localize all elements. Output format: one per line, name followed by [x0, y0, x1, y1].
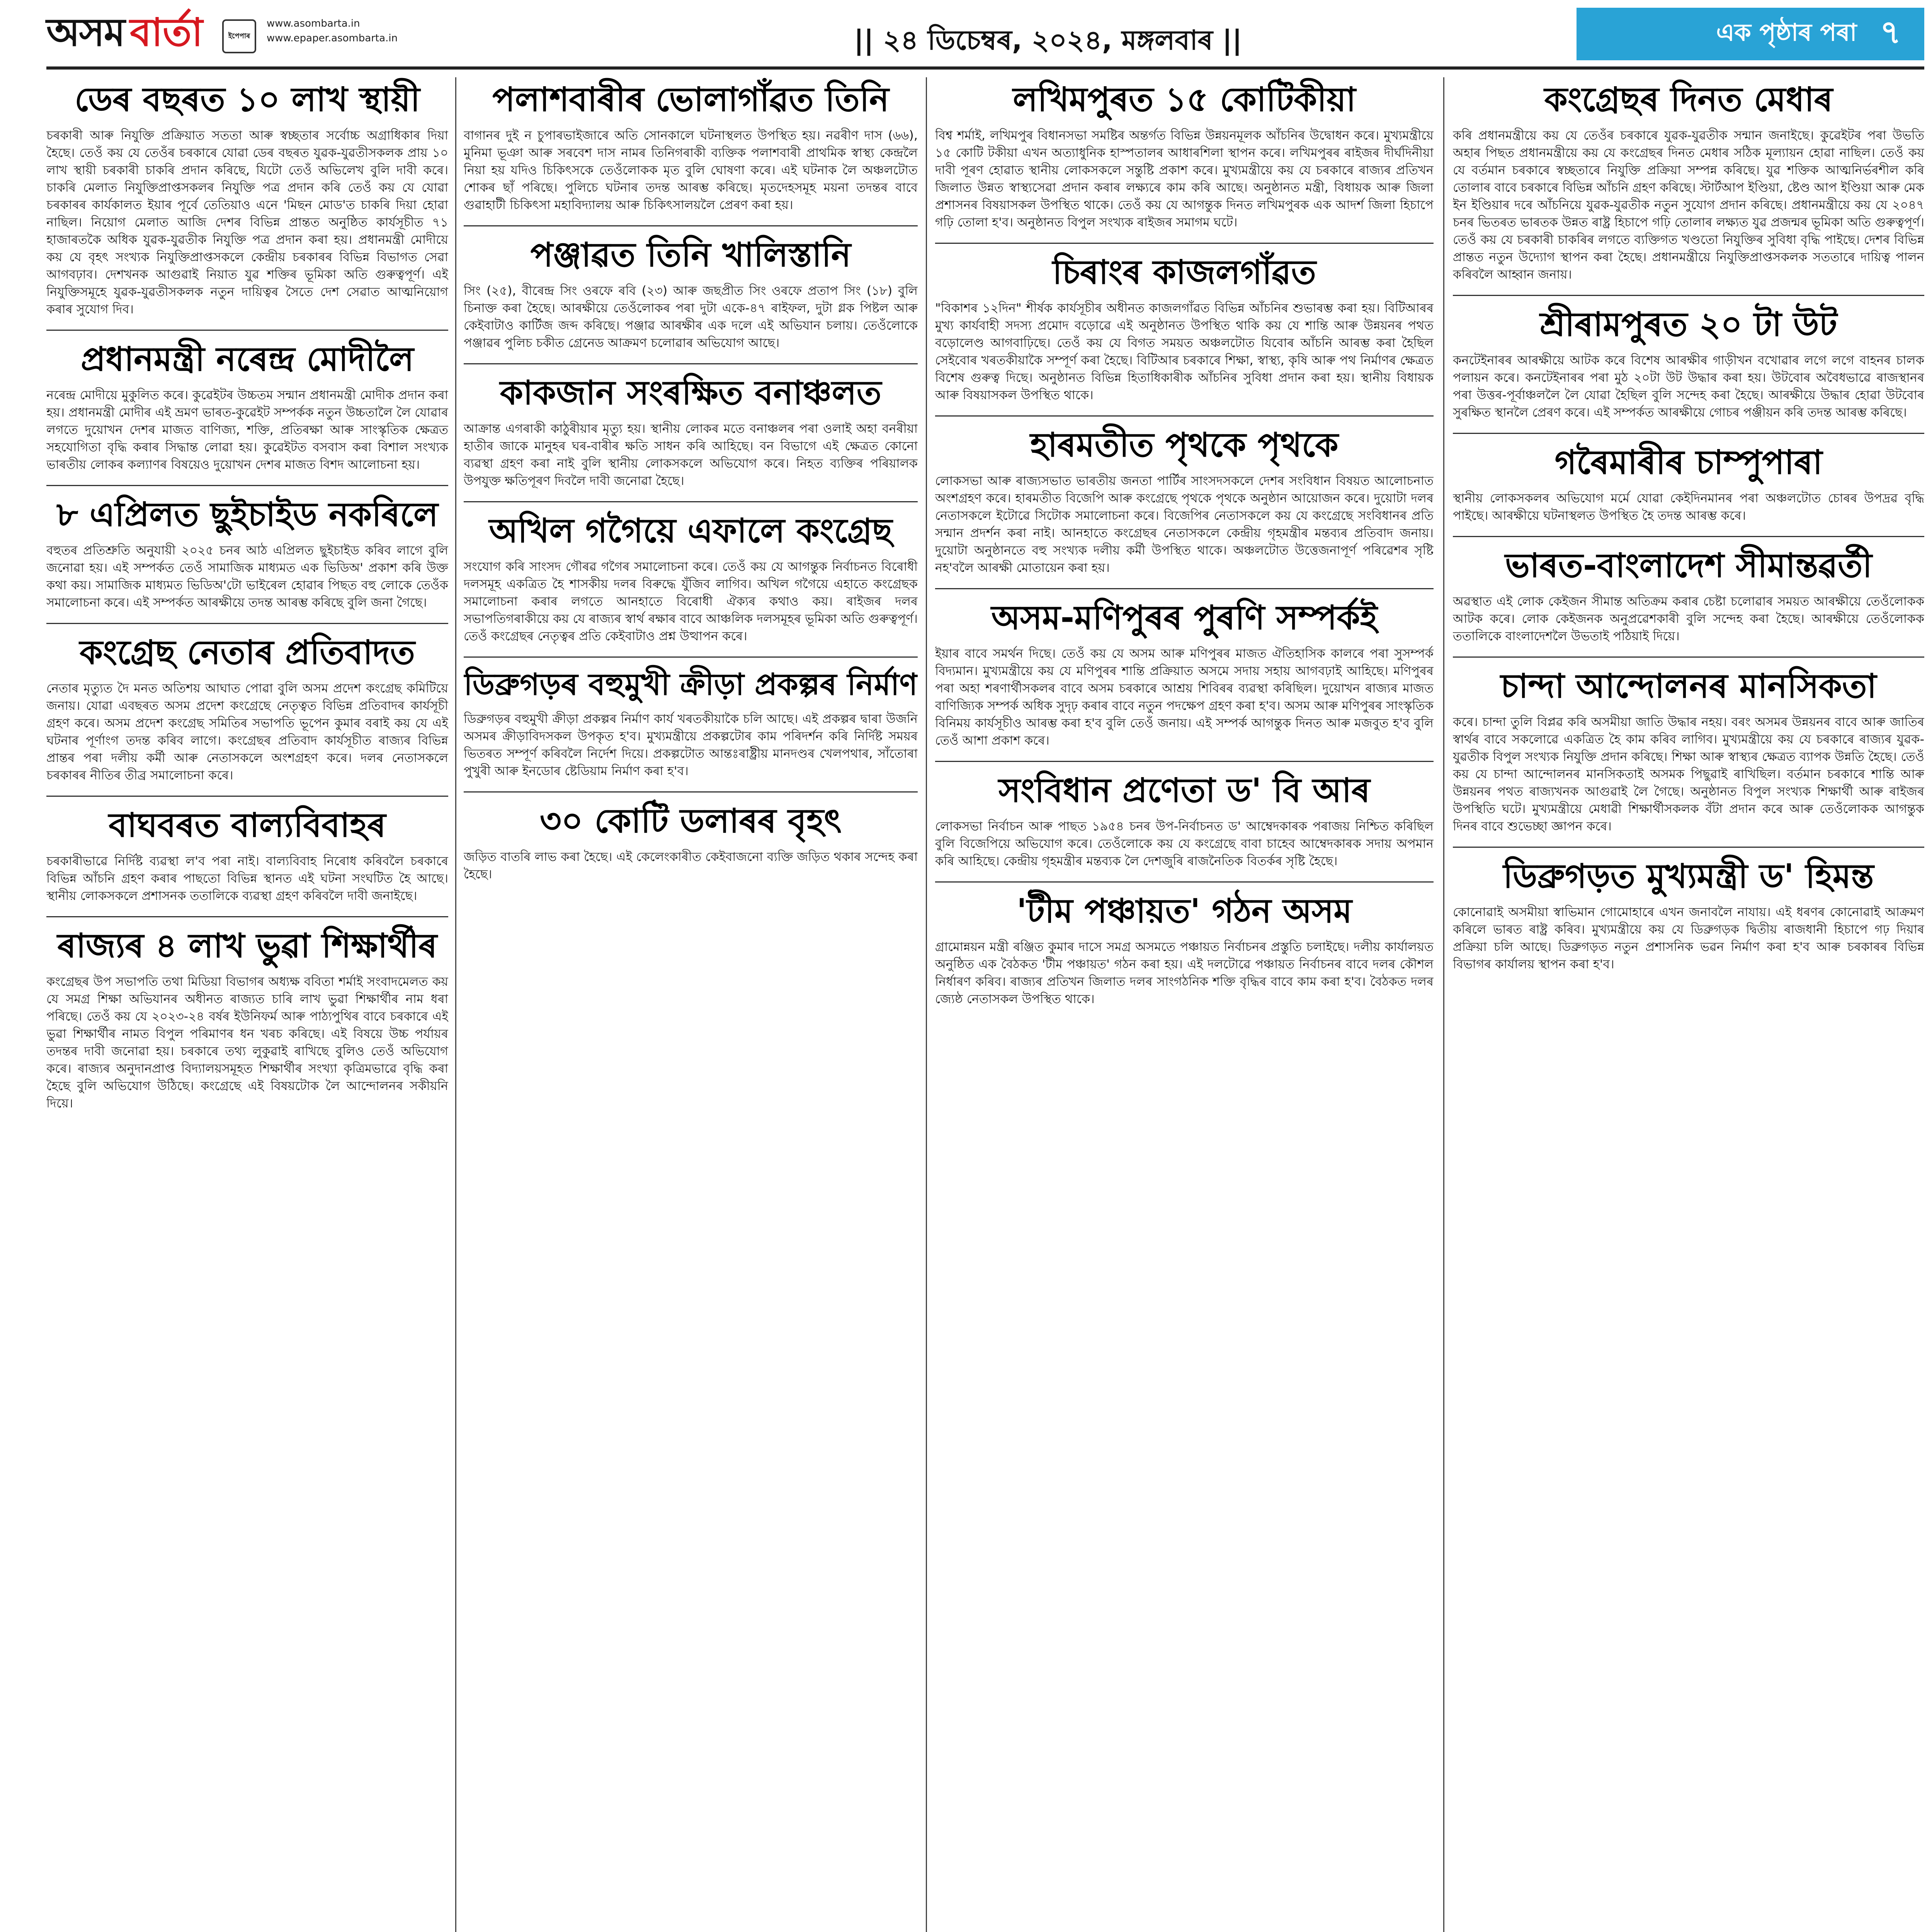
article-divider [464, 656, 918, 658]
article-headline: চিৰাংৰ কাজলগাঁৱত [1052, 253, 1316, 292]
article-body: "বিকাশৰ ১২দিন" শীৰ্ষক কাৰ্যসূচীৰ অধীনত কাজলগাঁৱত বিভিন্ন আঁচনিৰ শুভাৰম্ভ কৰা হয়। বিটিআৰৰ মুখ্য কাৰ্যবাহী সদস্য প্ৰমোদ বড়োৱে এই অনুষ্ঠানত উপস্থিত থাকি কয় যে শান্তি আৰু উন্নয়নৰ পথত বড়োলেণ্ড আগবাঢ়িছে। তেওঁ কয় যে বিগত সময়ত অঞ্চলটোত যিবোৰ আঁচনি আৰম্ভ কৰা হৈছিল সেইবোৰ খৰতকীয়াকৈ সম্পূৰ্ণ কৰা হৈছে। বিটিআৰ চৰকাৰে শিক্ষা, স্বাস্থ্য, কৃষি আৰু পথ নিৰ্মাণৰ ক্ষেত্ৰত বিশেষ গুৰুত্ব দিছে। অনুষ্ঠানত বিভিন্ন হিতাধিকাৰীক আঁচনিৰ সুবিধা প্ৰদান কৰা হয়। স্থানীয় বিধায়ক আৰু বিষয়াসকল উপস্থিত থাকে। [935, 301, 1434, 402]
article-body: বিশ্ব শৰ্মাই, লখিমপুৰ বিধানসভা সমষ্টিৰ অন্তৰ্গত বিভিন্ন উন্নয়নমূলক আঁচনিৰ উদ্বোধন কৰে। মুখ্যমন্ত্ৰীয়ে ১৫ কোটি টকীয়া এখন অত্যাধুনিক হাস্পতালৰ আধাৰশিলা স্থাপন কৰে। লখিমপুৰৰ ৰাইজৰ দীৰ্ঘদিনীয়া দাবী পূৰণ হোৱাত স্থানীয় লোকসকলে সন্তুষ্টি প্ৰকাশ কৰে। মুখ্যমন্ত্ৰীয়ে কয় যে চৰকাৰে ৰাজ্যৰ প্ৰতিখন জিলাত উন্নত স্বাস্থ্যসেৱা প্ৰদান কৰাৰ লক্ষ্যৰে কাম কৰি আছে। অনুষ্ঠানত মন্ত্ৰী, বিধায়ক আৰু জিলা প্ৰশাসনৰ বিষয়াসকল উপস্থিত থাকে। তেওঁ কয় যে আগন্তুক দিনত লখিমপুৰক এক আদৰ্শ জিলা হিচাপে গঢ়ি তোলা হ'ব। অনুষ্ঠানত বিপুল সংখ্যক ৰাইজৰ সমাগম ঘটে। [935, 128, 1434, 230]
article [1453, 546, 1924, 645]
article [464, 511, 918, 645]
article-divider [46, 796, 448, 797]
article-body: ইয়াৰ বাবে সমৰ্থন দিছে। তেওঁ কয় যে অসম আৰু মণিপুৰৰ মাজত ঐতিহাসিক কালৰে পৰা সুসম্পৰ্ক বিদ্যমান। মুখ্যমন্ত্ৰীয়ে কয় যে মণিপুৰৰ শান্তি প্ৰক্ৰিয়াত অসমে সদায় সহায় আগবঢ়াই আহিছে। মণিপুৰৰ পৰা অহা শৰণাৰ্থীসকলৰ বাবে অসম চৰকাৰে আশ্ৰয় শিবিৰৰ ব্যৱস্থা কৰিছিল। দুয়োখন ৰাজ্যৰ মাজত বাণিজ্যিক সম্পৰ্ক অধিক সুদৃঢ় কৰাৰ বাবে নতুন পদক্ষেপ গ্ৰহণ কৰা হ'ব। অসম আৰু মণিপুৰৰ সাংস্কৃতিক বিনিময় কাৰ্যসূচীও আৰম্ভ কৰা হ'ব বুলি তেওঁ জনায়। এই সম্পৰ্ক আগন্তুক দিনত আৰু মজবুত হ'ব বুলি তেওঁ আশা প্ৰকাশ কৰে। [935, 646, 1434, 748]
article [46, 339, 448, 473]
article-headline: অখিল গগৈয়ে এফালে কংগ্ৰেছ [489, 512, 893, 550]
article-body: সিং (২৫), বীৰেন্দ্ৰ সিং ওৰফে ৰবি (২৩) আৰু জছপ্ৰীত সিং ওৰফে প্ৰতাপ সিং (১৮) বুলি চিনাক্ত কৰা হৈছে। আৰক্ষীয়ে তেওঁলোকৰ পৰা দুটা একে-৪৭ ৰাইফল, দুটা গ্লক পিষ্টল আৰু কেইবাটাও কাৰ্টিজ জব্দ কৰিছে। পঞ্জাৱ আৰক্ষীৰ এক দলে এই অভিযান চলায়। তেওঁলোকে পঞ্জাৱৰ পুলিচ চকীত গ্ৰেনেড আক্ৰমণ চলোৱাৰ অভিযোগ আছে। [464, 283, 918, 350]
article-divider [1453, 536, 1924, 537]
article [1453, 304, 1924, 421]
continued-label: এক পৃষ্ঠাৰ পৰা [1716, 18, 1857, 46]
article-headline: ডিব্ৰুগড়ত মুখ্যমন্ত্ৰী ড' হিমন্ত [1503, 857, 1874, 896]
article-body: আক্ৰান্ত এগৰাকী কাঠুৰীয়াৰ মৃত্যু হয়। স্থানীয় লোকৰ মতে বনাঞ্চলৰ পৰা ওলাই অহা বনৰীয়া হাতীৰ জাকে মানুহৰ ঘৰ-বাৰীৰ ক্ষতি সাধন কৰি আহিছে। বন বিভাগে এই ক্ষেত্ৰত কোনো ব্যৱস্থা গ্ৰহণ কৰা নাই বুলি স্থানীয় লোকসকলে অভিযোগ কৰে। নিহত ব্যক্তিৰ পৰিয়ালক উপযুক্ত ক্ষতিপূৰণ দিবলৈ দাবী জনোৱা হৈছে। [464, 421, 918, 488]
issue-date: || ২৪ ডিচেম্বৰ, ২০২৪, মঙ্গলবাৰ || [854, 24, 1242, 56]
article [1453, 80, 1924, 283]
article-headline: বাঘবৰত বাল্যবিবাহৰ [109, 806, 386, 845]
column-1 [46, 77, 448, 1932]
article [464, 235, 918, 352]
article [46, 926, 448, 1112]
article-divider [935, 761, 1434, 762]
article-body: কংগ্ৰেছৰ উপ সভাপতি তথা মিডিয়া বিভাগৰ অধ্যক্ষ ববিতা শৰ্মাই সংবাদমেলত কয় যে সমগ্ৰ শিক্ষা অভিযানৰ অধীনত ৰাজ্যত চাৰি লাখ ভুৱা শিক্ষাৰ্থীৰ নাম ধৰা পৰিছে। তেওঁ কয় যে ২০২৩-২৪ বৰ্ষৰ ইউনিফৰ্ম আৰু পাঠ্যপুথিৰ বাবে চৰকাৰে এই ভুৱা শিক্ষাৰ্থীৰ নামত বিপুল পৰিমাণৰ ধন খৰচ কৰিছে। এই বিষয়ে উচ্চ পৰ্যায়ৰ তদন্তৰ দাবী জনোৱা হয়। চৰকাৰে তথ্য লুকুৱাই ৰাখিছে বুলিও তেওঁ অভিযোগ কৰে। ৰাজ্যৰ অনুদানপ্ৰাপ্ত বিদ্যালয়সমূহত শিক্ষাৰ্থীৰ সংখ্যা কৃত্ৰিমভাৱে বৃদ্ধি কৰা হৈছে বুলি অভিযোগ উঠিছে। কংগ্ৰেছে এই বিষয়টোক লৈ আন্দোলনৰ সকীয়নি দিয়ে। [46, 974, 448, 1111]
article-headline: সংবিধান প্ৰণেতা ড' বি আৰ [998, 771, 1370, 810]
article-divider [46, 623, 448, 624]
article-body: চৰকাৰীভাৱে নিৰ্দিষ্ট ব্যৱস্থা ল'ব পৰা নাই। বাল্যবিবাহ নিৰোধ কৰিবলৈ চৰকাৰে বিভিন্ন আঁচনি গ্ৰহণ কৰাৰ পাছতো বিভিন্ন স্থানত এই ঘটনা সংঘটিত হৈ আছে। স্থানীয় লোকসকলে প্ৰশাসনক ততালিকে ব্যৱস্থা গ্ৰহণ কৰিবলৈ দাবী জনাইছে। [46, 854, 448, 903]
article-divider [46, 485, 448, 486]
article-body: কোনোৱাই অসমীয়া স্বাভিমান গোমোহাৰে এখন জনাবলৈ নাযায়। এই ধৰণৰ কোনোৱাই আক্ৰমণ কৰিলে ভাৰত ৰাষ্ট্ৰ কৰিব। মুখ্যমন্ত্ৰীয়ে কয় যে ডিব্ৰুগড়ক দ্বিতীয় ৰাজধানী হিচাপে গঢ় দিয়াৰ প্ৰক্ৰিয়া চলি আছে। ডিব্ৰুগড়ত নতুন প্ৰশাসনিক ভৱন নিৰ্মাণ কৰা হ'ব আৰু চৰকাৰৰ বিভিন্ন বিভাগৰ কাৰ্যালয় স্থাপন কৰা হ'ব। [1453, 905, 1924, 971]
article [935, 770, 1434, 870]
article-headline: পঞ্জাৱত তিনি খালিস্তানি [530, 236, 851, 274]
article-headline: পলাশবাৰীৰ ভোলাগাঁৱত তিনি [492, 80, 889, 119]
article-body: কনটেইনাৰৰ আৰক্ষীয়ে আটক কৰে বিশেষ আৰক্ষীৰ গাড়ীখন বখোৱাৰ লগে লগে বাহনৰ চালক পলায়ন কৰে। কনটেইনাৰৰ পৰা মুঠ ২০টা উট উদ্ধাৰ কৰা হয়। উটবোৰ অবৈধভাৱে ৰাজস্থানৰ পৰা উত্তৰ-পূৰ্বাঞ্চললৈ লৈ যোৱা হৈছিল বুলি সন্দেহ কৰা হৈছে। আৰক্ষীয়ে উদ্ধাৰ হোৱা উটবোৰ সুৰক্ষিত স্থানলৈ প্ৰেৰণ কৰে। এই সম্পৰ্কত আৰক্ষীয়ে গোচৰ পঞ্জীয়ন কৰি তদন্ত আৰম্ভ কৰিছে। [1453, 353, 1924, 420]
article-headline: ভাৰত-বাংলাদেশ সীমান্তৱৰ্তী [1505, 546, 1872, 585]
article-divider [464, 363, 918, 364]
article-divider [935, 588, 1434, 589]
page-banner [1577, 8, 1924, 60]
article [1453, 442, 1924, 524]
column-3 [935, 77, 1434, 1932]
article-body: গ্ৰামোন্নয়ন মন্ত্ৰী ৰঞ্জিত কুমাৰ দাসে সমগ্ৰ অসমতে পঞ্চায়ত নিৰ্বাচনৰ প্ৰস্তুতি চলাইছে। দলীয় কাৰ্যালয়ত অনুষ্ঠিত এক বৈঠকত 'টীম পঞ্চায়ত' গঠন কৰা হয়। এই দলটোৱে পঞ্চায়ত নিৰ্বাচনৰ বাবে দলৰ কৌশল নিৰ্ধাৰণ কৰিব। ৰাজ্যৰ প্ৰতিখন জিলাত দলৰ সাংগঠনিক শক্তি বৃদ্ধিৰ বাবে কাম কৰা হ'ব। বৈঠকত দলৰ জ্যেষ্ঠ নেতাসকল উপস্থিত থাকে। [935, 939, 1434, 1006]
article-body: নেতাৰ মৃত্যুত দৈ মনত অতিশয় আঘাত পোৱা বুলি অসম প্ৰদেশ কংগ্ৰেছ কমিটিয়ে জনায়। যোৱা এবছৰত অসম প্ৰদেশ কংগ্ৰেছে নেতৃত্বত বিভিন্ন প্ৰতিবাদৰ কাৰ্যসূচী গ্ৰহণ কৰে। অসম প্ৰদেশ কংগ্ৰেছ সমিতিৰ সভাপতি ভূপেন কুমাৰ বৰাই কয় যে এই ঘটনাৰ পূৰ্ণাংগ তদন্ত কৰিব লাগে। কংগ্ৰেছৰ প্ৰতিবাদ কাৰ্যসূচীত ৰাজ্যৰ বিভিন্ন প্ৰান্তৰ পৰা দলীয় কৰ্মী আৰু নেতাসকলে অংশগ্ৰহণ কৰে। দলৰ নেতাসকলে চৰকাৰৰ নীতিৰ তীব্ৰ সমালোচনা কৰে। [46, 681, 448, 782]
article [464, 80, 918, 214]
article-headline: 'টীম পঞ্চায়ত' গঠন অসম [1016, 892, 1352, 930]
article-headline: ৩০ কোটি ডলাৰৰ বৃহৎ [539, 802, 842, 840]
article [46, 80, 448, 318]
article-body: লোকসভা নিৰ্বাচন আৰু পাছত ১৯৫৪ চনৰ উপ-নিৰ্বাচনত ড' আম্বেদকাৰক পৰাজয় নিশ্চিত কৰিছিল বুলি বিজেপিয়ে অভিযোগ কৰে। তেওঁলোকে কয় যে কংগ্ৰেছে বাবা চাহেব আম্বেদকাৰক সদায় অপমান কৰি আহিছে। কেন্দ্ৰীয় গৃহমন্ত্ৰীৰ মন্তব্যক লৈ দেশজুৰি ৰাজনৈতিক বিতৰ্কৰ সৃষ্টি হৈছে। [935, 819, 1434, 868]
article-headline: ৮ এপ্ৰিলত ছুইচাইড নকৰিলে [56, 495, 438, 534]
article-body: বাগানৰ দুই ন চুপাৰভাইজাৰে অতি সোনকালে ঘটনাস্থলত উপস্থিত হয়। নৱৰীণ দাস (৬৬), মুনিমা ভূঞা আৰু সৰবেশ দাস নামৰ তিনিগৰাকী ব্যক্তিক পলাশবাৰী প্ৰাথমিক স্বাস্থ্য কেন্দ্ৰলৈ নিয়া হয় যদিও চিকিৎসকে তেওঁলোকক মৃত বুলি ঘোষণা কৰে। এই ঘটনাক লৈ অঞ্চলটোত শোকৰ ছাঁ পৰিছে। পুলিচে ঘটনাৰ তদন্ত আৰম্ভ কৰিছে। মৃতদেহসমূহ ময়না তদন্তৰ বাবে গুৱাহাটী চিকিৎসা মহাবিদ্যালয় আৰু চিকিৎসালয়লৈ প্ৰেৰণ কৰা হয়। [464, 128, 918, 212]
article-headline: শ্ৰীৰামপুৰত ২০ টা উট [1540, 305, 1837, 344]
logo-text-main: অসম [46, 9, 125, 55]
article-body: কৰি প্ৰধানমন্ত্ৰীয়ে কয় যে তেওঁৰ চৰকাৰে যুৱক-যুৱতীক সন্মান জনাইছে। কুৱেইটৰ পৰা উভতি অহাৰ পিছত প্ৰধানমন্ত্ৰীয়ে কয় যে কংগ্ৰেছৰ দিনত মেধাৰ সঠিক মূল্যায়ন হোৱা নাছিল। তেওঁ কয় যে বৰ্তমান চৰকাৰে স্বচ্ছতাৰে নিযুক্তি প্ৰক্ৰিয়া সম্পন্ন কৰিছে। যুৱ শক্তিক আত্মনিৰ্ভৰশীল কৰি তোলাৰ বাবে চৰকাৰে বিভিন্ন আঁচনি গ্ৰহণ কৰিছে। স্টাৰ্টআপ ইণ্ডিয়া, ষ্টেণ্ড আপ ইণ্ডিয়া আৰু মেক ইন ইণ্ডিয়াৰ দৰে আঁচনিয়ে যুৱক-যুৱতীক নতুন সুযোগ প্ৰদান কৰিছে। প্ৰধানমন্ত্ৰীয়ে কয় যে ২০৪৭ চনৰ ভিতৰত ভাৰতক উন্নত ৰাষ্ট্ৰ হিচাপে গঢ়ি তোলাৰ লক্ষ্যত যুৱ প্ৰজন্মৰ ভূমিকা অতি গুৰুত্বপূৰ্ণ। তেওঁ কয় যে চৰকাৰী চাকৰিৰ লগতে ব্যক্তিগত খণ্ডতো নিযুক্তিৰ সুবিধা বৃদ্ধি পাইছে। দেশৰ বিভিন্ন প্ৰান্তত নতুন উদ্যোগ স্থাপন কৰা হৈছে। প্ৰধানমন্ত্ৰীয়ে নিযুক্তিপ্ৰাপ্তসকলক সততাৰে দায়িত্ব পালন কৰিবলৈ আহ্বান জনায়। [1453, 128, 1924, 282]
article [464, 666, 918, 780]
article-divider [935, 243, 1434, 244]
article [935, 425, 1434, 577]
column-separator [926, 77, 927, 1932]
article-body: ডিব্ৰুগড়ৰ বহুমুখী ক্ৰীড়া প্ৰকল্পৰ নিৰ্মাণ কাৰ্য খৰতকীয়াকৈ চলি আছে। এই প্ৰকল্পৰ দ্বাৰা উজনি অসমৰ ক্ৰীড়াবিদসকল উপকৃত হ'ব। মুখ্যমন্ত্ৰীয়ে প্ৰকল্পটোৰ কাম পৰিদৰ্শন কৰি নিৰ্দিষ্ট সময়ৰ ভিতৰত সম্পূৰ্ণ কৰিবলৈ নিৰ্দেশ দিয়ে। প্ৰকল্পটোত আন্তঃৰাষ্ট্ৰীয় মানদণ্ডৰ খেলপথাৰ, সাঁতোৰা পুখুৰী আৰু ইনডোৰ ষ্টেডিয়াম নিৰ্মাণ কৰা হ'ব। [464, 711, 918, 778]
article-headline: ডিব্ৰুগড়ৰ বহুমুখী ক্ৰীড়া প্ৰকল্পৰ নিৰ্মাণ [464, 667, 918, 702]
article [935, 891, 1434, 1008]
article-body: লোকসভা আৰু ৰাজ্যসভাত ভাৰতীয় জনতা পাৰ্টিৰ সাংসদসকলে দেশৰ সংবিধান বিষয়ত আলোচনাত অংশগ্ৰহণ কৰে। হাৰমতীত বিজেপি আৰু কংগ্ৰেছে পৃথকে পৃথকে অনুষ্ঠান আয়োজন কৰে। দুয়োটা দলৰ নেতাসকলে ইটোৱে সিটোক সমালোচনা কৰে। বিজেপিৰ নেতাসকলে কয় যে কংগ্ৰেছে সংবিধানৰ প্ৰতি সন্মান প্ৰদৰ্শন কৰা নাই। আনহাতে কংগ্ৰেছৰ নেতাসকলে কেন্দ্ৰীয় গৃহমন্ত্ৰীৰ মন্তব্যৰ প্ৰতিবাদ জনায়। দুয়োটা অনুষ্ঠানতে বহু সংখ্যক দলীয় কৰ্মী উপস্থিত থাকে। অঞ্চলটোত উত্তেজনাপূৰ্ণ পৰিৱেশৰ সৃষ্টি নহ'বলৈ আৰক্ষী মোতায়েন কৰা হয়। [935, 473, 1434, 575]
article-divider [464, 501, 918, 502]
article [935, 80, 1434, 231]
column-separator [1443, 77, 1444, 1932]
article-divider [935, 881, 1434, 883]
page-number: ৭ [1880, 13, 1901, 51]
article-headline: কংগ্ৰেছৰ দিনত মেধাৰ [1544, 80, 1833, 119]
article-divider [1453, 295, 1924, 296]
article-divider [1453, 433, 1924, 434]
article-divider [464, 225, 918, 226]
article-body: চৰকাৰী আৰু নিযুক্তি প্ৰক্ৰিয়াত সততা আৰু স্বচ্ছতাৰ সৰ্বোচ্চ অগ্ৰাধিকাৰ দিয়া হৈছে। তেওঁ কয় যে তেওঁৰ চৰকাৰে যোৱা ডেৰ বছৰত যুৱক-যুৱতীসকলক প্ৰায় ১০ লাখ স্থায়ী চৰকাৰী চাকৰি প্ৰদান কৰিছে, যিটো তেওঁ অভিলেখ বুলি দাবী কৰে। চাকৰি মেলাত নিযুক্তিপ্ৰাপ্তসকলৰ নিযুক্তি পত্ৰ প্ৰদান কৰি তেওঁ কয় যে যোৱা চৰকাৰৰ কাৰ্যকালত ইয়াৰ পূৰ্বে তেতিয়াও এনে 'মিছন মোড'ত চাকৰি দিয়া হোৱা নাছিল। নিয়োগ মেলাত আজি দেশৰ বিভিন্ন প্ৰান্তত অনুষ্ঠিত কাৰ্যসূচীত ৭১ হাজাৰতকৈ অধিক যুৱক-যুৱতীক নিযুক্তি পত্ৰ প্ৰদান কৰা হয়। প্ৰধানমন্ত্ৰী মোদীয়ে কয় যে বৃহৎ সংখ্যক নিযুক্তিপ্ৰাপ্তসকলে কেন্দ্ৰীয় চৰকাৰৰ বিভিন্ন বিভাগত সেৱা আগবঢ়াব। দেশখনক আগুৱাই নিয়াত যুৱ শক্তিৰ ভূমিকা অতি গুৰুত্বপূৰ্ণ। এই নিযুক্তিসমূহে যুৱক-যুৱতীসকলক নতুন দায়িত্বৰ সৈতে দেশ সেৱাত আত্মনিয়োগ কৰাৰ সুযোগ দিব। [46, 128, 448, 316]
article [935, 252, 1434, 404]
article-divider [1453, 847, 1924, 848]
website-link[interactable]: www.asombarta.in [267, 18, 360, 29]
article-divider [935, 415, 1434, 417]
website-links [267, 16, 398, 46]
article-body: জড়িত বাতৰি লাভ কৰা হৈছে। এই কেলেংকাৰীত কেইবাজনো ব্যক্তি জড়িত থকাৰ সন্দেহ কৰা হৈছে। [464, 849, 918, 881]
article-headline: লখিমপুৰত ১৫ কোটিকীয়া [1013, 80, 1356, 119]
article-body: বহুতৰ প্ৰতিশ্ৰুতি অনুযায়ী ২০২৫ চনৰ আঠ এপ্ৰিলত ছুইচাইড কৰিব লাগে বুলি জনোৱা হয়। এই সম্পৰ্কত তেওঁ সামাজিক মাধ্যমত এক ভিডিঅ' প্ৰকাশ কৰি উক্ত কথা কয়। সামাজিক মাধ্যমত ভিডিঅ'টো ভাইৰেল হোৱাৰ পিছত বহু লোকে তেওঁক সমালোচনা কৰে। এই সম্পৰ্কত আৰক্ষীয়ে তদন্ত আৰম্ভ কৰিছে বুলি জনা গৈছে। [46, 543, 448, 610]
article-divider [464, 791, 918, 793]
epaper-icon: ইপেপাৰ [222, 19, 256, 53]
article-headline: অসম-মণিপুৰৰ পুৰণি সম্পৰ্কই [991, 599, 1378, 637]
newspaper-logo[interactable] [46, 8, 203, 62]
article-body: নৰেন্দ্ৰ মোদীয়ে মুকুলিত কৰে। কুৱেইটৰ উচ্চতম সন্মান প্ৰধানমন্ত্ৰী মোদীক প্ৰদান কৰা হয়। প্ৰধানমন্ত্ৰী মোদীৰ এই ভ্ৰমণ ভাৰত-কুৱেইট সম্পৰ্কক নতুন উচ্চতালৈ লৈ যোৱাৰ লগতে দুয়োখন দেশৰ মাজত বাণিজ্য, শক্তি, প্ৰতিৰক্ষা আৰু সাংস্কৃতিক ক্ষেত্ৰত সহযোগিতা বৃদ্ধি কৰাৰ সিদ্ধান্ত লোৱা হয়। কুৱেইটত বসবাস কৰা বিশাল সংখ্যক ভাৰতীয় লোকৰ কল্যাণৰ বিষয়েও দুয়োখন দেশৰ মাজত বিশদ আলোচনা হয়। [46, 388, 448, 472]
article-headline: কাকজান সংৰক্ষিত বনাঞ্চলত [500, 374, 882, 412]
article-headline: প্ৰধানমন্ত্ৰী নৰেন্দ্ৰ মোদীলৈ [80, 340, 414, 379]
column-separator [455, 77, 456, 1932]
article-body: সংযোগ কৰি সাংসদ গৌৰৱ গগৈৰ সমালোচনা কৰে। তেওঁ কয় যে আগন্তুক নিৰ্বাচনত বিৰোধী দলসমূহ একত্ৰিত হৈ শাসকীয় দলৰ বিৰুদ্ধে যুঁজিব লাগিব। অখিল গগৈয়ে এহাতে কংগ্ৰেছক সমালোচনা কৰাৰ লগতে আনহাতে বিৰোধী ঐক্যৰ কথাও কয়। ৰাইজৰ দলৰ সভাপতিগৰাকীয়ে কয় যে ৰাজ্যৰ স্বাৰ্থ ৰক্ষাৰ বাবে আঞ্চলিক দলসমূহৰ ভূমিকা অতি গুৰুত্বপূৰ্ণ। তেওঁ কংগ্ৰেছৰ নেতৃত্বৰ প্ৰতি কেইবাটাও প্ৰশ্ন উত্থাপন কৰে। [464, 559, 918, 643]
article [464, 801, 918, 883]
article-divider [46, 330, 448, 331]
article-headline: চান্দা আন্দোলনৰ মানসিকতা [1500, 667, 1877, 706]
article [935, 598, 1434, 749]
article [1453, 666, 1924, 835]
header-rule [46, 66, 1924, 70]
epaper-link[interactable]: www.epaper.asombarta.in [267, 32, 398, 44]
column-2 [464, 77, 918, 1932]
article [464, 373, 918, 490]
article-headline: কংগ্ৰেছ নেতাৰ প্ৰতিবাদত [79, 633, 415, 672]
article-headline: ডেৰ বছৰত ১০ লাখ স্থায়ী [75, 80, 420, 119]
article [1453, 856, 1924, 973]
article-headline: হাৰমতীত পৃথকে পৃথকে [1030, 426, 1338, 464]
article-body: অৱস্থাত এই লোক কেইজন সীমান্ত অতিক্ৰম কৰাৰ চেষ্টা চলোৱাৰ সময়ত আৰক্ষীয়ে তেওঁলোকক আটক কৰে। লোক কেইজনক অনুপ্ৰৱেশকাৰী বুলি সন্দেহ কৰা হৈছে। আৰক্ষীয়ে তেওঁলোকক ততালিকে বাংলাদেশলৈ উভতাই পঠিয়াই দিয়ে। [1453, 594, 1924, 643]
article [46, 633, 448, 784]
article [46, 805, 448, 905]
article-divider [1453, 656, 1924, 658]
article [46, 495, 448, 611]
article-divider [46, 916, 448, 917]
article-body: কৰে। চান্দা তুলি বিপ্লৱ কৰি অসমীয়া জাতি উদ্ধাৰ নহয়। বৰং অসমৰ উন্নয়নৰ বাবে আৰু জাতিৰ স্বাৰ্থৰ বাবে সকলোৱে একত্ৰিত হৈ কাম কৰিব লাগিব। মুখ্যমন্ত্ৰীয়ে কয় যে চৰকাৰে ৰাজ্যৰ যুৱক-যুৱতীক বিপুল সংখ্যক নিযুক্তি প্ৰদান কৰিছে। শিক্ষা আৰু স্বাস্থ্যৰ ক্ষেত্ৰত ব্যাপক উন্নতি হৈছে। তেওঁ কয় যে চান্দা আন্দোলনৰ মানসিকতাই অসমক পিছুৱাই ৰাখিছিল। বৰ্তমান চৰকাৰে শান্তি আৰু উন্নয়নৰ পথত ৰাজ্যখনক আগুৱাই লৈ গৈছে। অনুষ্ঠানত বিপুল সংখ্যক শিক্ষাৰ্থী আৰু ৰাইজৰ উপস্থিতি ঘটে। মুখ্যমন্ত্ৰীয়ে মেধাৱী শিক্ষাৰ্থীসকলক বঁটা প্ৰদান কৰে আৰু তেওঁলোকক আগন্তুক দিনৰ বাবে শুভেচ্ছা জ্ঞাপন কৰে। [1453, 714, 1924, 833]
article-headline: গৰৈমাৰীৰ চাম্পুপাৰা [1554, 443, 1823, 482]
article-body: স্থানীয় লোকসকলৰ অভিযোগ মৰ্মে যোৱা কেইদিনমানৰ পৰা অঞ্চলটোত চোৰৰ উপদ্ৰৱ বৃদ্ধি পাইছে। আৰক্ষীয়ে ঘটনাস্থলত উপস্থিত হৈ তদন্ত আৰম্ভ কৰে। [1453, 491, 1924, 523]
article-headline: ৰাজ্যৰ ৪ লাখ ভুৱা শিক্ষাৰ্থীৰ [57, 927, 437, 965]
masthead [46, 8, 1924, 66]
column-4 [1453, 77, 1924, 1932]
logo-text-accent: বাৰ্তা [130, 9, 203, 55]
